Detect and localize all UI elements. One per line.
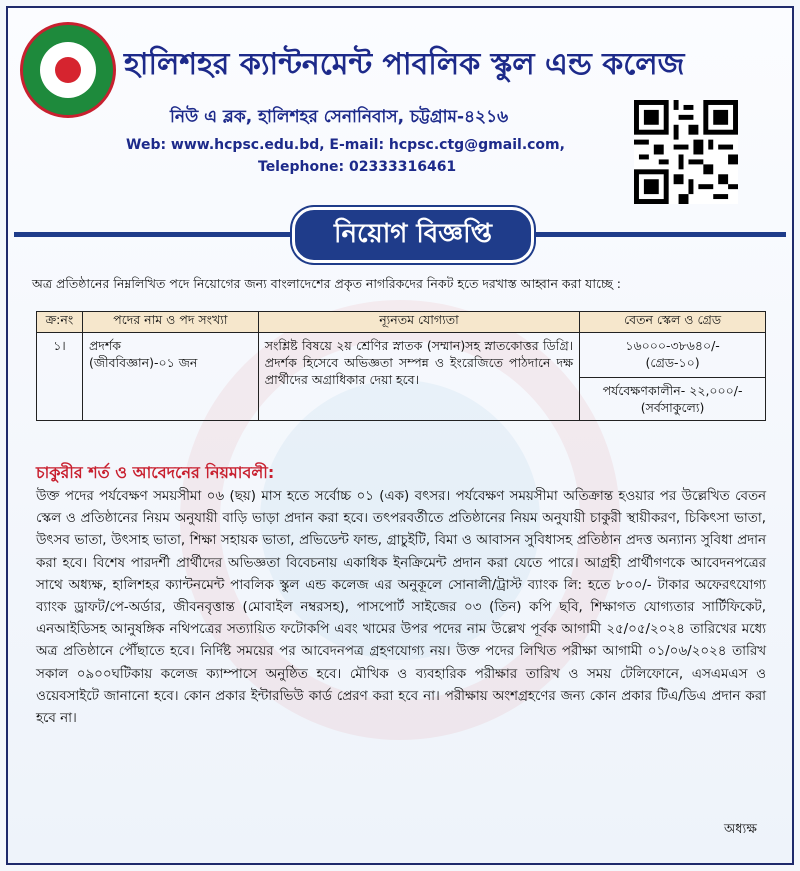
table-header-row	[37, 312, 766, 333]
header-qualification: ন্যূনতম যোগ্যতা	[258, 312, 579, 333]
institution-name: হালিশহর ক্যান্টনমেন্ট পাবলিক স্কুল এন্ড কলেজ	[124, 47, 685, 82]
probation-salary: পর্যবেক্ষণকালীন- ২২,০০০/-	[602, 383, 743, 398]
notice-intro: অত্র প্রতিষ্ঠানের নিম্নলিখিত পদে নিয়োগের জন্য বাংলাদেশের প্রকৃত নাগরিকদের নিকট হতে দরখাস্ত আহ্বান করা যাচ্ছে :	[32, 276, 621, 291]
table-row	[37, 333, 766, 421]
institution-address: নিউ এ ব্লক, হালিশহর সেনানিবাস, চট্টগ্রাম-৪২১৬	[170, 107, 509, 127]
salary-divider	[580, 377, 765, 378]
header-serial: ক্র:নং	[37, 312, 83, 333]
row-qualification: সংশ্লিষ্ট বিষয়ে ২য় শ্রেণির স্নাতক (সম্মান)সহ স্নাতকোত্তর ডিগ্রি। প্রদর্শক হিসেবে অভিজ্ঞতা সম্পন্ন ও ইংরেজিতে পাঠদানে দক্ষ প্রার্থীদের অগ্রাধিকার দেয়া হবে।	[258, 333, 579, 421]
signature-principal: অধ্যক্ষ	[724, 822, 757, 837]
conditions-title: চাকুরীর শর্ত ও আবেদনের নিয়মাবলী:	[36, 463, 275, 482]
salary-grade: (গ্রেড-১০)	[645, 355, 700, 370]
row-post	[82, 333, 258, 421]
conditions-text: উক্ত পদের পর্যবেক্ষণ সময়সীমা ০৬ (ছয়) মাস হতে সর্বোচ্চ ০১ (এক) বৎসর। পর্যবেক্ষণ সময়সীমা অতিক্রান্ত হওয়ার পর উল্লেখিত বেতন স্কেল ও প্রতিষ্ঠানের নিয়ম অনুযায়ী বাড়ি ভাড়া প্রদান করা হবে। তৎপরবর্তীতে প্রতিষ্ঠানের নিয়ম অনুযায়ী চাকুরী স্থায়ীকরণ, চিকিৎসা ভাতা, উৎসব ভাতা, উৎসাহ ভাতা, শিক্ষা সহায়ক ভাতা, প্রভিডেন্ট ফান্ড, গ্রাচুইটি, বিমা ও আবাসন সুবিধাসহ প্রতিষ্ঠান প্রদত্ত অন্যান্য সুবিধা প্রদান করা হবে। বিশেষ পারদর্শী প্রার্থীদের অভিজ্ঞতা বিবেচনায় একাধিক ইনক্রিমেন্ট প্রদান করা যেতে পারে। আগ্রহী প্রার্থীগণকে আবেদনপত্রের সাথে অধ্যক্ষ, হালিশহর ক্যান্টনমেন্ট পাবলিক স্কুল এন্ড কলেজ এর অনুকূলে সোনালী/ট্রাস্ট ব্যাংক লি: হতে ৮০০/- টাকার অফেরৎযোগ্য ব্যাংক ড্রাফট/পে-অর্ডার, জীবনবৃত্তান্ত (মোবাইল নম্বরসহ), পাসপোর্ট সাইজের ০৩ (তিন) কপি ছবি, শিক্ষাগত যোগ্যতার সার্টিফিকেট, এনআইডিসহ আনুষঙ্গিক নথিপত্রের সত্যায়িত ফটোকপি এবং খামের উপর পদের নাম উল্লেখ পূর্বক আগামী ২৫/০৫/২০২৪ তারিখের মধ্যে অত্র প্রতিষ্ঠানে পৌঁছাতে হবে। নির্দিষ্ট সময়ের পর আবেদনপত্র গ্রহণযোগ্য নয়। উক্ত পদের লিখিত পরীক্ষা আগামী ০১/০৬/২০২৪ তারিখ সকাল ০৯০০ঘটিকায় কলেজ ক্যাম্পাসে অনুষ্ঠিত হবে। মৌখিক ও ব্যবহারিক পরীক্ষার তারিখ ও সময় টেলিফোনে, এসএমএস ও ওয়েবসাইটে জানানো হবে। কোন প্রকার ইন্টারভিউ কার্ড প্রেরণ করা হবে না। পরীক্ষায় অংশগ্রহণের জন্য কোন প্রকার টিএ/ডিএ প্রদান করা হবে না।	[36, 489, 766, 727]
row-salary	[580, 333, 766, 421]
consolidated-note: (সর্বসাকুল্যে)	[640, 400, 705, 415]
row-serial: ১।	[37, 333, 83, 421]
vacancy-table	[36, 311, 766, 421]
post-name: প্রদর্শক	[88, 338, 122, 353]
telephone-line: Telephone: 02333316461	[258, 159, 457, 175]
header-salary: বেতন স্কেল ও গ্রেড	[580, 312, 766, 333]
post-count: (জীববিজ্ঞান)-০১ জন	[88, 355, 198, 370]
salary-scale: ১৬০০০-৩৮৬৪০/-	[625, 338, 720, 353]
header-post: পদের নাম ও পদ সংখ্যা	[82, 312, 258, 333]
school-logo	[20, 22, 116, 118]
notice-title: নিয়োগ বিজ্ঞপ্তি	[292, 207, 534, 263]
web-email-line: Web: www.hcpsc.edu.bd, E-mail: hcpsc.ctg@gmail.com,	[126, 137, 565, 153]
qr-code-icon	[634, 100, 738, 204]
